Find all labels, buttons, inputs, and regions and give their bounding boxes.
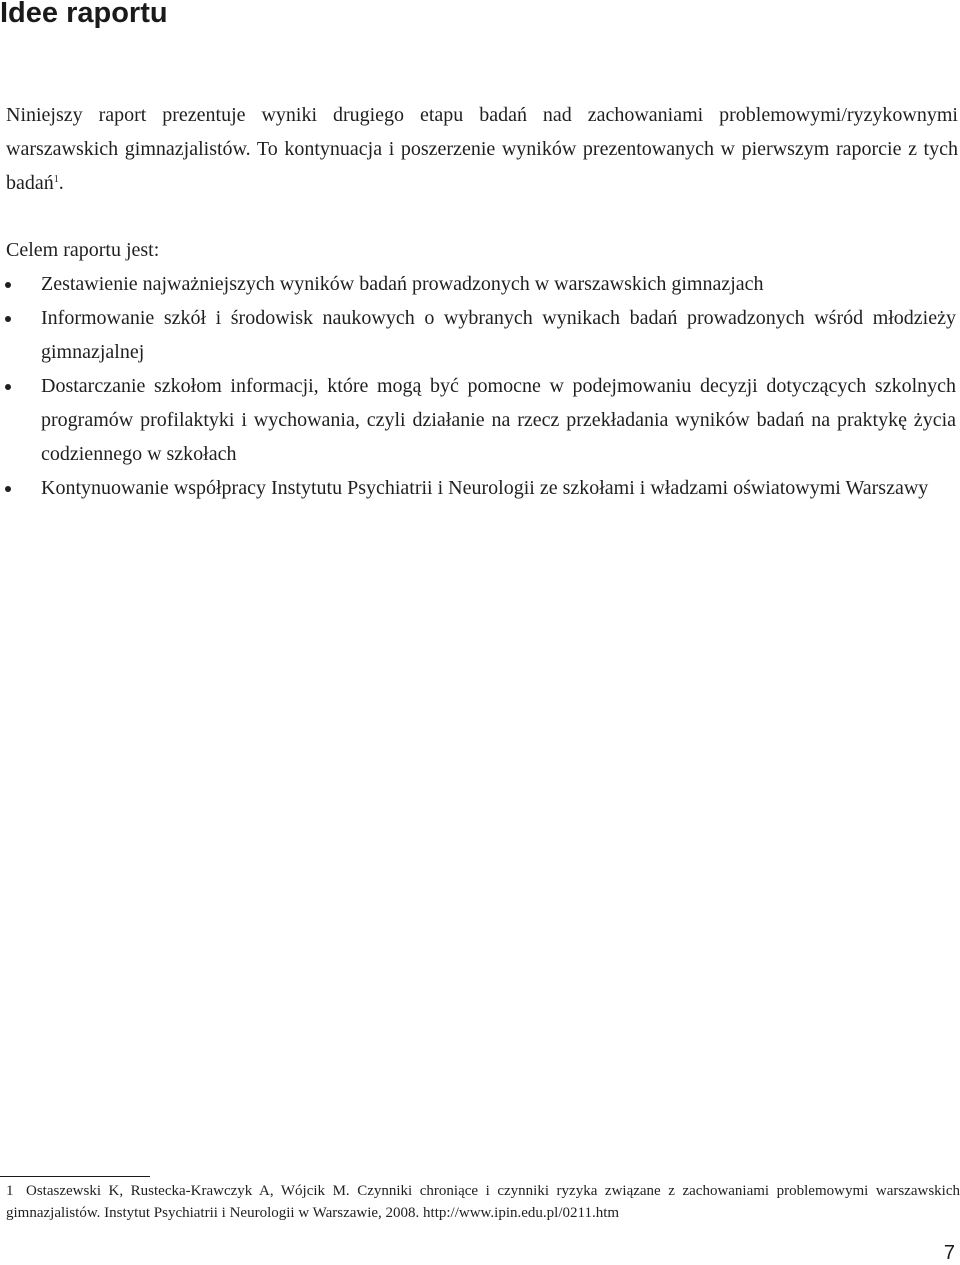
aims-list-item [0, 471, 960, 505]
footnote-text: Ostaszewski K, Rustecka-Krawczyk A, Wójcik M. Czynniki chroniące i czynniki ryzyka związane z zachowaniami problemowymi warszawskich gimnazjalistów. Instytut Psychiatrii i Neurologii w Warszawie, 2008. http://www.ipin.edu.pl/0211.htm [6, 1183, 960, 1221]
intro-text: Niniejszy raport prezentuje wyniki drugiego etapu badań nad zachowaniami problemowymi/ryzykownymi warszawskich gimnazjalistów. To kontynuacja i poszerzenie wyników prezentowanych w pierwszym raporcie z tych badań [6, 104, 958, 194]
aims-item-text: Kontynuowanie współpracy Instytutu Psychiatrii i Neurologii ze szkołami i władzami oświatowymi Warszawy [41, 477, 929, 499]
aims-list-item [0, 267, 960, 301]
page-title: Idee raportu [0, 0, 168, 29]
aims-item-text: Dostarczanie szkołom informacji, które mogą być pomocne w podejmowaniu decyzji dotyczących szkolnych programów profilaktyki i wychowania, czyli działanie na rzecz przekładania wyników badań na praktykę życia codziennego w szkołach [41, 375, 956, 465]
aims-item-text: Zestawienie najważniejszych wyników badań prowadzonych w warszawskich gimnazjach [41, 273, 764, 295]
bullet-icon [5, 282, 11, 288]
footnote-reference[interactable]: 1 [53, 174, 59, 185]
intro-end: . [58, 172, 64, 194]
footnote-divider [0, 1176, 150, 1177]
page-number: 7 [943, 1242, 955, 1264]
bullet-icon [5, 486, 11, 492]
bullet-icon [5, 384, 11, 390]
bullet-icon [5, 316, 11, 322]
intro-paragraph [6, 98, 958, 200]
aims-heading: Celem raportu jest: [6, 239, 160, 261]
footnote [0, 1180, 960, 1224]
aims-item-text: Informowanie szkół i środowisk naukowych o wybranych wynikach badań prowadzonych wśród młodzieży gimnazjalnej [41, 307, 956, 363]
footnote-number: 1 [6, 1183, 14, 1199]
aims-list [0, 267, 960, 505]
aims-list-item [0, 369, 960, 471]
aims-list-item [0, 301, 960, 369]
